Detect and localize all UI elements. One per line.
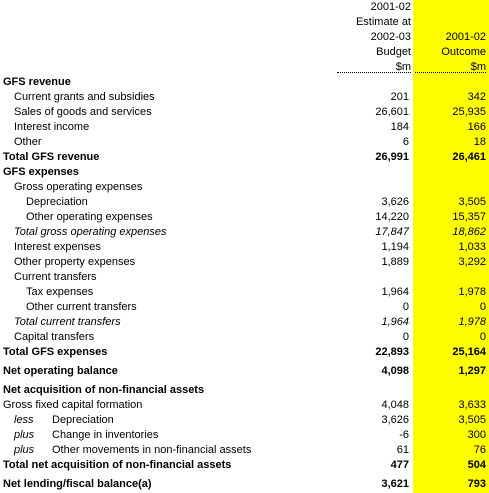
table-row	[0, 330, 489, 345]
row-label: GFS revenue	[3, 76, 71, 88]
outcome-value	[413, 180, 489, 195]
table-row	[0, 300, 489, 315]
row-label: Other movements in non-financial assets	[52, 444, 252, 456]
table-row	[0, 398, 489, 413]
header-outcome-text: 2001-02	[445, 31, 486, 43]
outcome-value: 342	[467, 91, 486, 103]
outcome-value: 1,033	[458, 241, 486, 253]
outcome-value: 18,862	[452, 226, 486, 238]
header-rule-budget	[337, 72, 411, 73]
table-row	[0, 165, 489, 180]
row-qualifier: less	[14, 414, 34, 426]
row-label: Total net acquisition of non-financial assets	[3, 459, 232, 471]
table-row	[0, 413, 489, 428]
table-row	[0, 90, 489, 105]
budget-value	[333, 180, 413, 195]
budget-value: 3,626	[381, 414, 409, 426]
budget-value: 1,889	[381, 256, 409, 268]
outcome-value: 25,935	[452, 106, 486, 118]
row-label: Other property expenses	[14, 256, 136, 268]
header-line	[0, 15, 489, 30]
row-label: Other	[14, 136, 42, 148]
row-label: Total gross operating expenses	[14, 226, 167, 238]
budget-value: 0	[402, 301, 409, 313]
header-budget-text: 2002-03	[370, 31, 411, 43]
table-row	[0, 345, 489, 360]
header-budget-text: 2001-02	[370, 1, 411, 13]
outcome-value	[413, 379, 489, 398]
row-label: Sales of goods and services	[14, 106, 152, 118]
table-row	[0, 360, 489, 379]
row-label: Change in inventories	[52, 429, 159, 441]
outcome-value: 15,357	[452, 211, 486, 223]
row-label: GFS expenses	[3, 166, 79, 178]
row-label: Net acquisition of non-financial assets	[3, 384, 205, 396]
row-label: Gross fixed capital formation	[3, 399, 143, 411]
budget-value: 1,964	[381, 316, 409, 328]
table-row	[0, 285, 489, 300]
outcome-value: 76	[473, 444, 486, 456]
row-label: Net operating balance	[3, 365, 118, 377]
header-line	[0, 30, 489, 45]
table-row	[0, 473, 489, 492]
budget-value: 184	[390, 121, 409, 133]
budget-value: -6	[399, 429, 409, 441]
table-row	[0, 135, 489, 150]
row-label: Total GFS expenses	[3, 346, 108, 358]
outcome-value: 300	[467, 429, 486, 441]
budget-value: 22,893	[375, 346, 409, 358]
header-line	[0, 0, 489, 15]
outcome-value: 26,461	[452, 151, 486, 163]
table-row	[0, 255, 489, 270]
table-row	[0, 105, 489, 120]
budget-value: 6	[402, 136, 409, 148]
header-budget-text: $m	[395, 61, 411, 73]
outcome-value: 504	[467, 459, 486, 471]
row-label: Current grants and subsidies	[14, 91, 155, 103]
budget-value: 1,194	[381, 241, 409, 253]
budget-value: 14,220	[375, 211, 409, 223]
budget-value: 4,048	[381, 399, 409, 411]
row-label: Interest income	[14, 121, 90, 133]
row-qualifier: plus	[14, 444, 35, 456]
table-row	[0, 240, 489, 255]
row-label: Current transfers	[14, 271, 97, 283]
budget-value: 201	[390, 91, 409, 103]
header-rule-outcome	[415, 72, 486, 73]
outcome-value	[413, 75, 489, 90]
row-label: Other operating expenses	[26, 211, 153, 223]
row-label: Depreciation	[26, 196, 88, 208]
header-outcome-text: Outcome	[441, 46, 486, 58]
header-budget-text: Budget	[376, 46, 411, 58]
budget-value	[333, 270, 413, 285]
table-row	[0, 150, 489, 165]
outcome-value: 1,978	[458, 286, 486, 298]
outcome-value: 3,505	[458, 196, 486, 208]
row-label: Total GFS revenue	[3, 151, 100, 163]
budget-value	[333, 165, 413, 180]
table-row	[0, 180, 489, 195]
budget-value: 26,991	[375, 151, 409, 163]
budget-value: 0	[402, 331, 409, 343]
row-label: Other current transfers	[26, 301, 137, 313]
budget-value: 1,964	[381, 286, 409, 298]
header-outcome-text: $m	[470, 61, 486, 73]
table-row	[0, 270, 489, 285]
row-qualifier: plus	[14, 429, 35, 441]
outcome-value: 3,292	[458, 256, 486, 268]
outcome-value: 3,505	[458, 414, 486, 426]
outcome-value: 0	[479, 331, 486, 343]
row-label: Net lending/fiscal balance(a)	[3, 478, 152, 490]
table-row	[0, 428, 489, 443]
outcome-value: 1,297	[458, 365, 486, 377]
row-label: Interest expenses	[14, 241, 101, 253]
gfs-statement-table	[0, 75, 489, 492]
row-label: Capital transfers	[14, 331, 95, 343]
outcome-value: 1,978	[458, 316, 486, 328]
table-row	[0, 210, 489, 225]
table-row	[0, 195, 489, 210]
budget-value: 4,098	[381, 365, 409, 377]
outcome-value: 0	[479, 301, 486, 313]
outcome-value	[413, 165, 489, 180]
outcome-value: 793	[467, 478, 486, 490]
table-row	[0, 315, 489, 330]
table-row	[0, 458, 489, 473]
budget-value: 3,621	[381, 478, 409, 490]
outcome-value: 25,164	[452, 346, 486, 358]
header-line	[0, 45, 489, 60]
table-row	[0, 379, 489, 398]
row-label: Total current transfers	[14, 316, 121, 328]
row-label: Gross operating expenses	[14, 181, 143, 193]
budget-value	[333, 75, 413, 90]
budget-value: 61	[396, 444, 409, 456]
table-row	[0, 443, 489, 458]
outcome-value	[413, 270, 489, 285]
outcome-value: 18	[473, 136, 486, 148]
budget-value: 17,847	[375, 226, 409, 238]
outcome-value: 166	[467, 121, 486, 133]
table-row	[0, 120, 489, 135]
row-label: Depreciation	[52, 414, 114, 426]
outcome-value: 3,633	[458, 399, 486, 411]
row-label: Tax expenses	[26, 286, 94, 298]
budget-value: 26,601	[375, 106, 409, 118]
table-row	[0, 75, 489, 90]
header-budget-text: Estimate at	[355, 16, 411, 28]
budget-value: 3,626	[381, 196, 409, 208]
budget-value	[333, 379, 413, 398]
budget-value: 477	[390, 459, 409, 471]
table-row	[0, 225, 489, 240]
